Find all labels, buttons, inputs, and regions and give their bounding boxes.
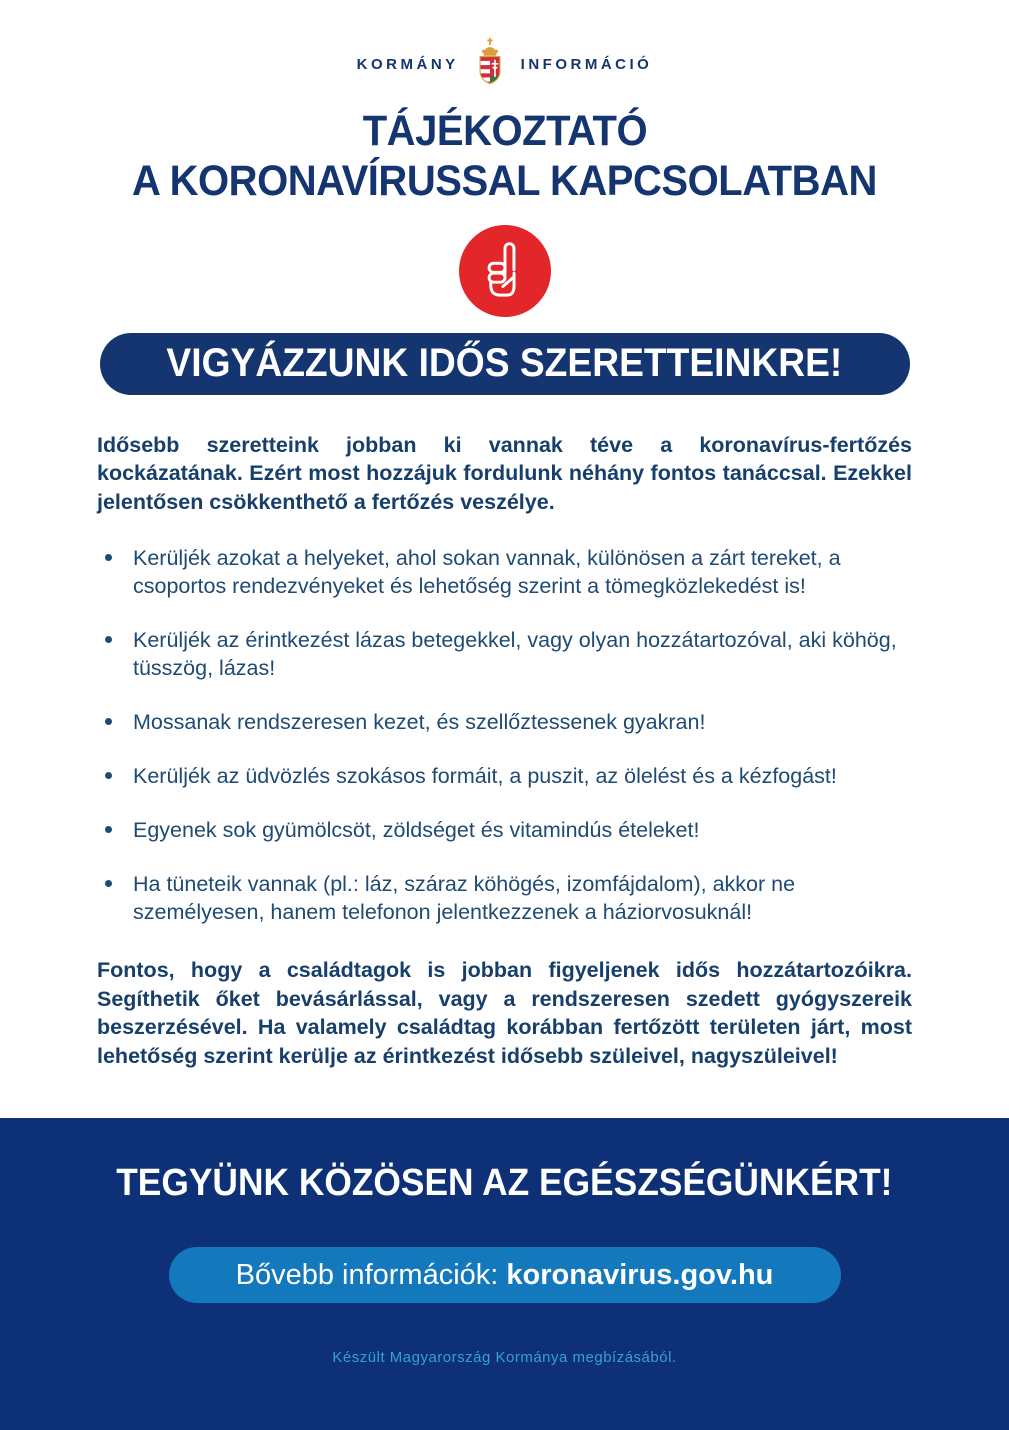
list-item: Kerüljék az üdvözlés szokásos formáit, a puszit, az ölelést és a kézfogást! — [97, 762, 912, 790]
logo-left-label: KORMÁNY — [356, 56, 459, 73]
more-info-label: Bővebb információk: — [235, 1258, 507, 1291]
attention-badge — [459, 225, 551, 317]
content-column — [97, 431, 912, 1071]
list-item: Kerüljék azokat a helyeket, ahol sokan vannak, különösen a zárt tereket, a csoportos rendezvényeket és lehetőség szerint a tömegközlekedést is! — [97, 544, 912, 600]
list-item: Mossanak rendszeresen kezet, és szellőztessenek gyakran! — [97, 708, 912, 736]
intro-paragraph: Idősebb szeretteink jobban ki vannak téve a koronavírus-fertőzés kockázatának. Ezért most hozzájuk fordulunk néhány fontos tanáccsal. Ezekkel jelentősen csökkenthető a fertőzés veszélye. — [97, 432, 912, 514]
warning-banner-text: VIGYÁZZUNK IDŐS SZERETTEINKRE! — [166, 341, 843, 386]
closing-paragraph: Fontos, hogy a családtagok is jobban figyeljenek idős hozzátartozóikra. Segíthetik őket bevásárlással, vagy a rendszeresen szedett gyógyszereik beszerzésével. Ha valamely családtag korábban fertőzött területen járt, most lehetőség szerint kerülje az érintkezést idősebb szüleivel, nagyszüleivel! — [97, 958, 912, 1068]
more-info-url[interactable]: koronavirus.gov.hu — [506, 1258, 774, 1291]
page-title-line1: TÁJÉKOZTATÓ — [362, 107, 647, 155]
page-title-line2: A KORONAVÍRUSSAL KAPCSOLATBAN — [132, 156, 877, 205]
government-logo — [0, 0, 1009, 93]
list-item: Egyenek sok gyümölcsöt, zöldséget és vitamindús ételeket! — [97, 816, 912, 844]
page-title — [0, 107, 1009, 207]
footer-band — [0, 1118, 1009, 1430]
footer-headline: TEGYÜNK KÖZÖSEN AZ EGÉSZSÉGÜNKÉRT! — [116, 1162, 893, 1204]
credit-line: Készült Magyarország Kormánya megbízásából. — [332, 1349, 677, 1366]
list-item: Kerüljék az érintkezést lázas betegekkel, vagy olyan hozzátartozóval, aki köhög, tüsszög, lázas! — [97, 626, 912, 682]
logo-right-label: INFORMÁCIÓ — [520, 56, 653, 73]
pointing-finger-icon — [476, 237, 534, 304]
more-info-pill — [169, 1247, 841, 1303]
advice-list — [97, 544, 912, 926]
hungary-coat-of-arms-icon — [472, 36, 508, 93]
warning-banner — [100, 333, 910, 395]
list-item: Ha tüneteik vannak (pl.: láz, száraz köhögés, izomfájdalom), akkor ne személyesen, hanem telefonon jelentkezzenek a háziorvosuknál! — [97, 870, 912, 926]
